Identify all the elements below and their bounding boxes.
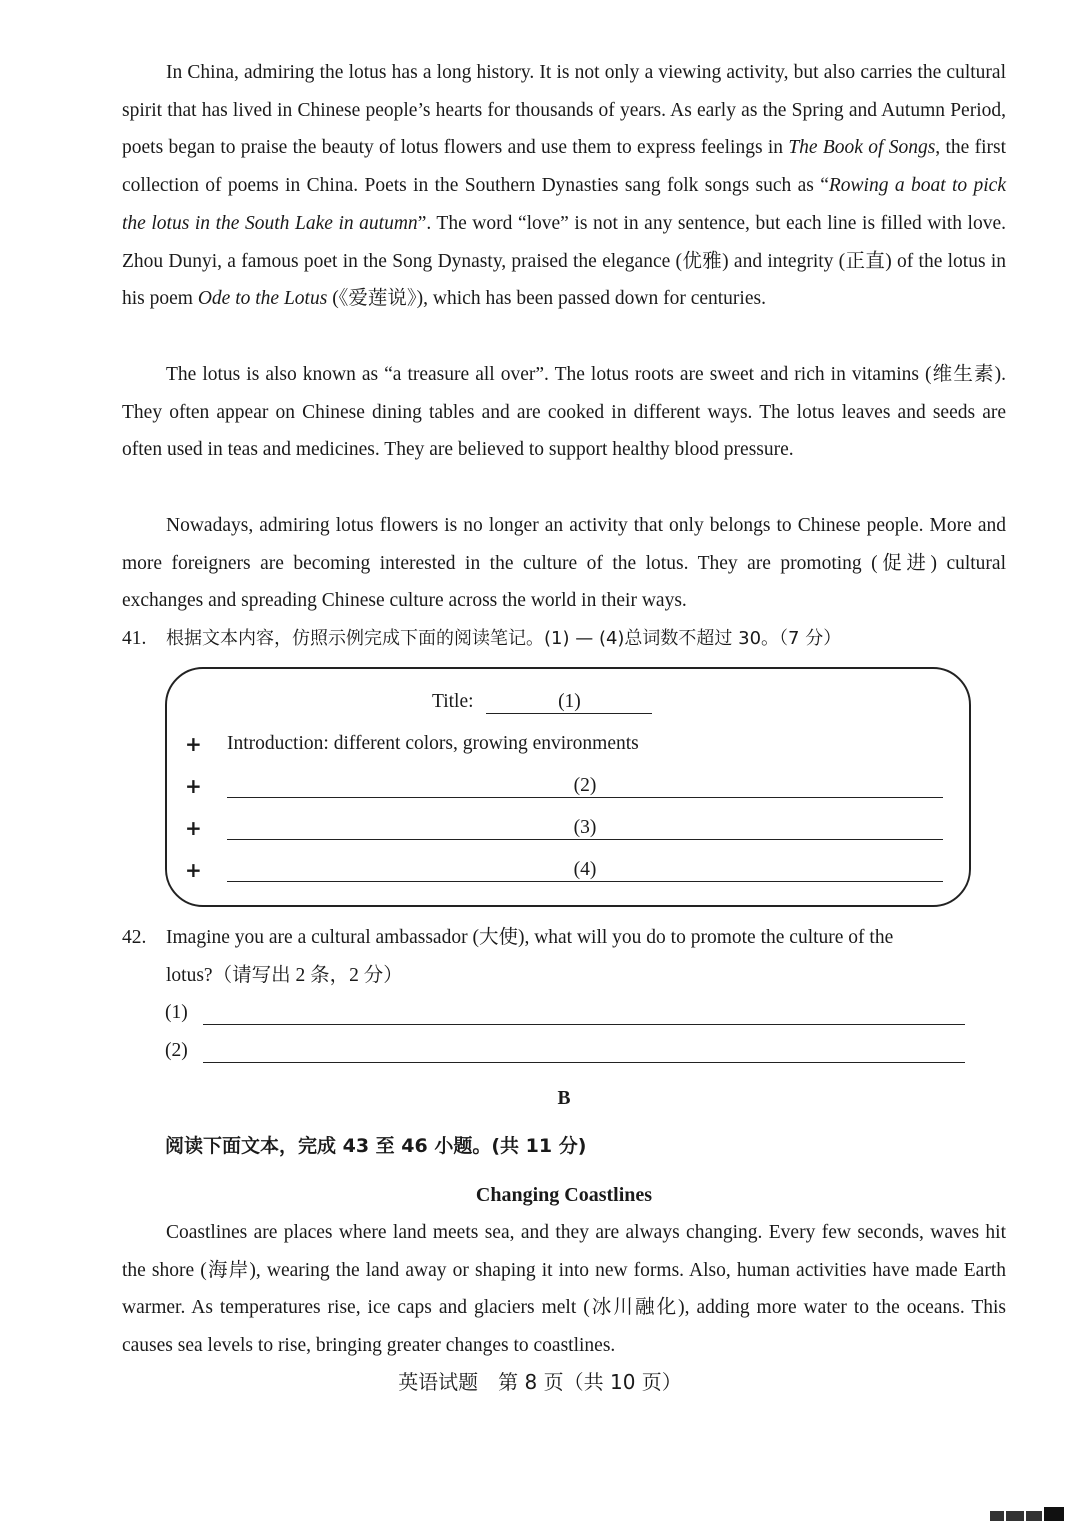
answer-blank[interactable]: (4): [227, 855, 943, 882]
song-title: Rowing a boat to pick the lotus in the South Lake in autumn: [122, 175, 1006, 234]
question-42-line-2: lotus?（请写出 2 条，2 分）: [166, 965, 403, 986]
answer-line[interactable]: [203, 1036, 965, 1063]
notes-blank-row: [185, 813, 945, 843]
answer-blank[interactable]: (2): [227, 771, 943, 798]
notes-title-row: [432, 687, 652, 717]
answer-row: [165, 1036, 965, 1066]
notes-intro-row: [185, 729, 945, 759]
notes-intro: Introduction: different colors, growing environments: [227, 733, 639, 754]
book-title: The Book of Songs: [788, 137, 936, 159]
plus-icon: +: [185, 732, 202, 756]
question-41: [122, 620, 1006, 658]
question-number: 42.: [122, 927, 147, 948]
text-span: (《爱莲说》), which has been passed down for centuries.: [327, 288, 766, 310]
plus-icon: +: [185, 858, 202, 882]
question-prompt: Imagine you are a cultural ambassador (大使), what will you do to promote the culture of the: [166, 927, 894, 948]
passage-a-paragraph-2: The lotus is also known as “a treasure all over”. The lotus roots are sweet and rich in vitamins (维生素). They often appear on Chinese dining tables and are cooked in different ways. The lotus leaves and seeds are often used in teas and medicines. They are believed to support healthy blood pressure.: [122, 364, 1006, 461]
title-label: Title:: [432, 691, 474, 712]
answer-line[interactable]: [203, 998, 965, 1025]
title-blank[interactable]: (1): [486, 687, 652, 714]
section-b-label: B: [557, 1088, 571, 1109]
corner-mark: [990, 1505, 1080, 1527]
text-span: , the first collection of poems in China. Poets in the Southern Dynasties sang folk songs such as “: [122, 137, 1006, 197]
passage-a-paragraph-1: [122, 54, 1006, 318]
poem-title: Ode to the Lotus: [197, 288, 328, 310]
passage-a-paragraph-3: Nowadays, admiring lotus flowers is no longer an activity that only belongs to Chinese people. More and more foreigners are becoming interested in the culture of the lotus. They are promoting (促进) cultural exchanges and spreading Chinese culture across the world in their ways.: [122, 515, 1006, 612]
answer-label: (2): [165, 1040, 188, 1061]
question-42: [122, 919, 1006, 957]
notes-blank-row: [185, 855, 945, 885]
question-number: 41.: [122, 628, 147, 649]
answer-label: (1): [165, 1002, 188, 1023]
plus-icon: +: [185, 774, 202, 798]
notes-blank-row: [185, 771, 945, 801]
answer-blank[interactable]: (3): [227, 813, 943, 840]
page-footer: 英语试题 第 8 页（共 10 页）: [398, 1370, 682, 1394]
passage-b-paragraph-1: Coastlines are places where land meets sea, and they are always changing. Every few seconds, waves hit the shore (海岸), wearing the land away or shaping it into new forms. Also, human activities have made Earth warmer. As temperatures rise, ice caps and glaciers melt (冰川融化), adding more water to the oceans. This causes sea levels to rise, bringing greater changes to coastlines.: [122, 1222, 1006, 1357]
reading-notes-box: [165, 667, 971, 907]
answer-row: [165, 998, 965, 1028]
passage-b-title: Changing Coastlines: [475, 1184, 653, 1206]
section-b-instruction: 阅读下面文本，完成 43 至 46 小题。(共 11 分): [165, 1135, 587, 1157]
plus-icon: +: [185, 816, 202, 840]
question-prompt: 根据文本内容，仿照示例完成下面的阅读笔记。(1) — (4)总词数不超过 30。（7 分）: [166, 628, 842, 649]
text-span: In China, admiring the lotus has a long history. It is not only a viewing activity, but also carries the cultural spirit that has lived in Chinese people’s hearts for thousands of years. As early as the Spring and Autumn Period, poets began to praise the beauty of lotus flowers and use them to express feelings in: [122, 62, 1006, 159]
text-span: ”. The word “love” is not in any sentence, but each line is filled with love. Zhou Dunyi, a famous poet in the Song Dynasty, praised the elegance (优雅) and integrity (正直) of the lotus in his poem: [122, 212, 1006, 310]
